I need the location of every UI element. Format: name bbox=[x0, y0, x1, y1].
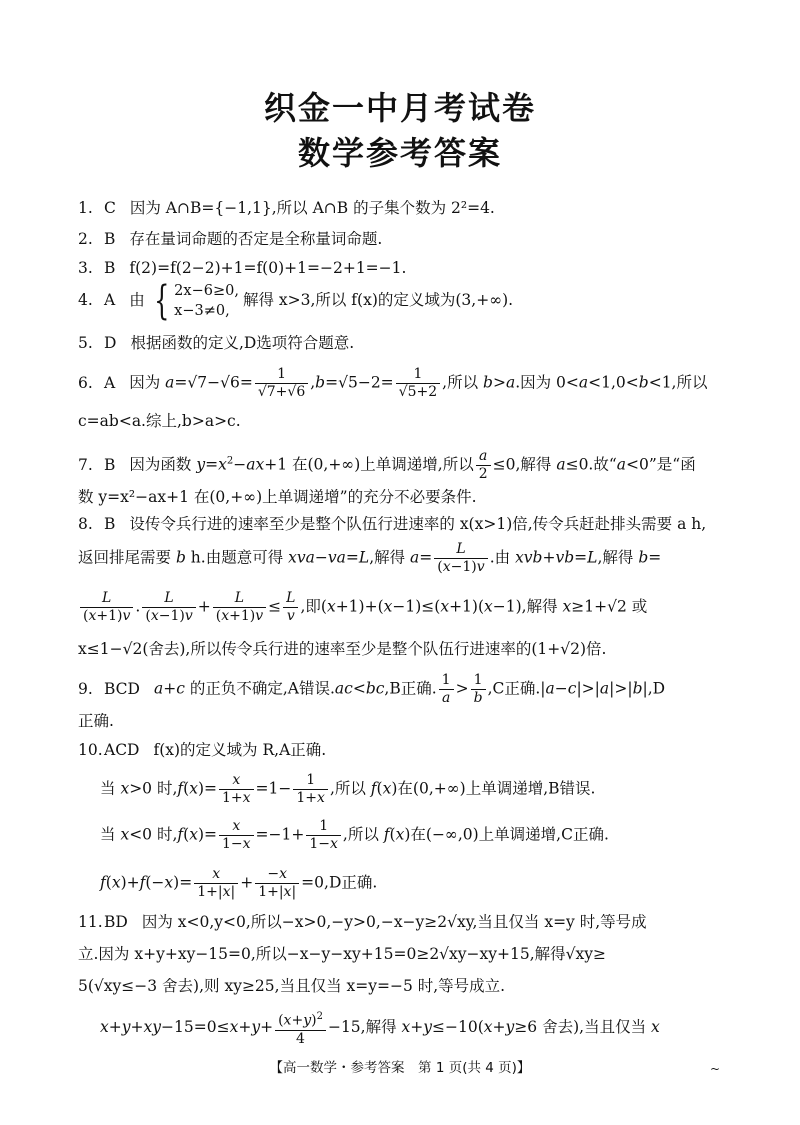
q3-explanation: f(2)=f(2−2)+1=f(0)+1=−2+1=−1. bbox=[129, 259, 407, 277]
answer-item-11: 11.BD 因为 x<0,y<0,所以−x>0,−y>0,−x−y≥2√xy,当且仅当 x=y 时,等号成 bbox=[78, 913, 647, 931]
q5-explanation: 根据函数的定义,D选项符合题意. bbox=[130, 334, 355, 352]
answer-item-2: 2. B 存在量词命题的否定是全称量词命题. bbox=[78, 230, 383, 248]
answer-item-8-line3: $\frac{L}{(x+1)v}$ . $\frac{L}{(x-1)v}$ + $\frac{L}{(x+1)v}$ ≤ $\frac{L}{v}$ ,即(x+1)+(x−1)≤(x+1)(x−1),解得 x≥1+√2 或 bbox=[78, 590, 736, 625]
answer-item-6-cont: c=ab<a.综上,b>a>c. bbox=[78, 412, 241, 430]
answer-item-4: 4. A 由 { 2x−6≥0, x−3≠0,解得 x>3,所以 f(x)的定义域为(3,+∞). bbox=[78, 278, 514, 324]
answer-item-7: 7. B 因为函数 $y=x^2-ax+1$ 在(0,+∞)上单调递增,所以 $\frac{a}{2}$ ≤0,解得 a≤0.故“a<0”是“函 bbox=[78, 448, 696, 482]
answer-item-1: 1. C 因为 A∩B={−1,1},所以 A∩B 的子集个数为 2²=4. bbox=[78, 199, 495, 217]
answer-item-10-line3: 当 x<0 时,f(x)= $\frac{x}{1-x}$ =−1+ $\frac{1}{1-x}$ ,所以 f(x)在(−∞,0)上单调递增,C正确. bbox=[100, 818, 609, 852]
answer-item-6: 6. A 因为 a=√7−√6= $\frac{1}{√7+√6}$ ,b=√5−2= $\frac{1}{√5+2}$ ,所以 b>a.因为 0<a<1,0<b<1,所以 bbox=[78, 366, 708, 400]
answer-item-8-line4: x≤1−√2(舍去),所以传令兵行进的速率至少是整个队伍行进速率的(1+√2)倍. bbox=[78, 640, 607, 658]
answer-item-7-cont: 数 y=x²−ax+1 在(0,+∞)上单调递增”的充分不必要条件. bbox=[78, 488, 477, 506]
answer-item-10-line2: 当 x>0 时,f(x)= $\frac{x}{1+x}$ =1− $\frac{1}{1+x}$ ,所以 f(x)在(0,+∞)上单调递增,B错误. bbox=[100, 772, 596, 806]
inequality-system: { 2x−6≥0, x−3≠0, bbox=[153, 278, 239, 324]
exam-title: 织金一中月考试卷 bbox=[263, 89, 536, 127]
answer-item-9: 9. BCD a+c 的正负不确定,A错误.ac<bc,B正确. $\frac{1}{a}$ > $\frac{1}{b}$ ,C正确.|a−c|>|a|>|b|,D bbox=[78, 672, 666, 706]
answer-item-8-line2: 返回排尾需要 b h.由题意可得 xva−va=L,解得 a= $\frac{L}{(x-1)v}$ .由 xvb+vb=L,解得 b= bbox=[78, 541, 662, 575]
answer-item-5: 5. D 根据函数的定义,D选项符合题意. bbox=[78, 334, 355, 352]
answer-item-9-cont: 正确. bbox=[78, 712, 114, 730]
answer-key-title: 数学参考答案 bbox=[297, 134, 502, 172]
answer-item-8: 8. B 设传令兵行进的速率至少是整个队伍行进速率的 x(x>1)倍,传令兵赶赴排头需要 a h, bbox=[78, 515, 707, 533]
answer-item-10-line4: f(x)+f(−x)= $\frac{x}{1+|x|}$ + $\frac{-x}{1+|x|}$ =0,D正确. bbox=[100, 866, 378, 900]
q2-explanation: 存在量词命题的否定是全称量词命题. bbox=[129, 230, 383, 248]
answer-item-11-line4: x+y+xy−15=0≤x+y+ $\frac{(x+y)^2}{4}$ −15,解得 x+y≤−10(x+y≥6 舍去),当且仅当 x bbox=[100, 1011, 660, 1047]
answer-item-3: 3. B f(2)=f(2−2)+1=f(0)+1=−2+1=−1. bbox=[78, 259, 407, 277]
q4-explanation: 解得 x>3,所以 f(x)的定义域为(3,+∞). bbox=[242, 291, 514, 309]
answer-item-10: 10.ACD f(x)的定义域为 R,A正确. bbox=[78, 741, 327, 759]
answer-item-11-line2: 立.因为 x+y+xy−15=0,所以−x−y−xy+15=0≥2√xy−xy+15,解得√xy≥ bbox=[78, 945, 607, 963]
corner-mark: ~ bbox=[710, 1062, 721, 1076]
answer-item-11-line3: 5(√xy≤−3 舍去),则 xy≥25,当且仅当 x=y=−5 时,等号成立. bbox=[78, 977, 506, 995]
q1-explanation: 因为 A∩B={−1,1},所以 A∩B 的子集个数为 2²=4. bbox=[129, 199, 495, 217]
page-footer: 【高一数学・参考答案 第 1 页(共 4 页)】 bbox=[269, 1060, 531, 1076]
